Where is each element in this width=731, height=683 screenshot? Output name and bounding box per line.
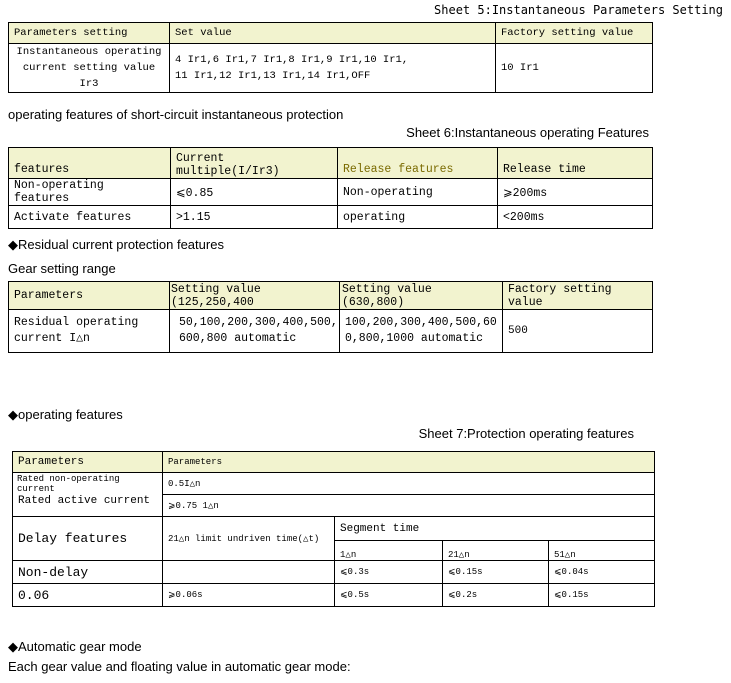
table-cell: 21△n limit undriven time(△t)	[163, 517, 335, 561]
header-cell: Parameters setting	[9, 23, 170, 44]
header-cell: features	[9, 148, 171, 179]
cell-line: Residual operating	[14, 316, 139, 329]
table-row	[13, 473, 655, 495]
table-row	[9, 310, 653, 353]
table-row	[9, 44, 653, 93]
table-cell: Rated active current	[13, 495, 163, 517]
header-cell: Factory setting value	[503, 282, 653, 310]
cell-line: 600,800 automatic	[179, 332, 297, 345]
set-value-cell	[170, 44, 496, 93]
table-cell: 21△n	[443, 541, 549, 561]
table-row	[9, 206, 653, 229]
header-cell: Set value	[170, 23, 496, 44]
table-cell: Non-operating features	[9, 179, 171, 206]
table-header-row	[9, 282, 653, 310]
header-cell: Release time	[498, 148, 653, 179]
sheet6-table	[8, 147, 653, 229]
header-cell: Parameters	[9, 282, 170, 310]
table-cell: <200ms	[498, 206, 653, 229]
table-cell: Activate features	[9, 206, 171, 229]
cell-line: current I△n	[14, 332, 90, 345]
param-cell	[9, 44, 170, 93]
table-cell: ⩽0.15s	[549, 584, 655, 607]
factory-cell: 10 Ir1	[496, 44, 653, 93]
table-cell: operating	[338, 206, 498, 229]
header-cell: Setting value (125,250,400	[170, 282, 340, 310]
cell-line: current setting value Ir3	[22, 62, 156, 90]
table-cell: 0.5I△n	[163, 473, 655, 495]
auto-gear-description: Each gear value and floating value in automatic gear mode:	[8, 659, 351, 674]
sheet7-caption: Sheet 7:Protection operating features	[418, 426, 634, 441]
cell-line: Instantaneous operating	[16, 46, 162, 58]
table-cell: ⩽0.85	[171, 179, 338, 206]
gear-setting-range: Gear setting range	[8, 261, 116, 276]
header-cell: Current multiple(I/Ir3)	[171, 148, 338, 179]
cell-line: 50,100,200,300,400,500,	[179, 316, 338, 329]
table-cell	[163, 561, 335, 584]
cell-line: 11 Ir1,12 Ir1,13 Ir1,14 Ir1,OFF	[175, 70, 371, 82]
sheet7-table	[12, 451, 655, 607]
table-cell	[340, 310, 503, 353]
table-row	[13, 517, 655, 541]
residual-table	[8, 281, 653, 353]
table-cell: ⩽0.04s	[549, 561, 655, 584]
table-cell: ⩽0.2s	[443, 584, 549, 607]
section-heading: ◆operating features	[8, 407, 123, 422]
sheet5-caption: Sheet 5:Instantaneous Parameters Setting	[434, 3, 723, 17]
table-cell: ⩾0.06s	[163, 584, 335, 607]
cell-line: 0,800,1000 automatic	[345, 332, 484, 345]
table-cell: ⩾0.75 1△n	[163, 495, 655, 517]
sheet5-table	[8, 22, 653, 93]
table-cell: Segment time	[335, 517, 655, 541]
section-heading: ◆Residual current protection features	[8, 237, 224, 252]
cell-line: 100,200,300,400,500,60	[345, 316, 497, 329]
table-header-row	[9, 23, 653, 44]
table-header-row	[9, 148, 653, 179]
table-cell	[170, 310, 340, 353]
sheet6-caption: Sheet 6:Instantaneous operating Features	[406, 125, 649, 140]
table-cell: >1.15	[171, 206, 338, 229]
table-header-row	[13, 452, 655, 473]
header-cell: Parameters	[13, 452, 163, 473]
table-row	[9, 179, 653, 206]
table-cell: ⩽0.5s	[335, 584, 443, 607]
header-cell: Release features	[338, 148, 498, 179]
table-cell: 1△n	[335, 541, 443, 561]
table-cell: ⩽0.3s	[335, 561, 443, 584]
header-cell: Parameters	[163, 452, 655, 473]
table-cell: ⩽0.15s	[443, 561, 549, 584]
header-cell: Factory setting value	[496, 23, 653, 44]
table-cell: Delay features	[13, 517, 163, 561]
table-row	[13, 561, 655, 584]
cell-line: 4 Ir1,6 Ir1,7 Ir1,8 Ir1,9 Ir1,10 Ir1,	[175, 54, 409, 66]
table-cell: Rated non-operating current	[13, 473, 163, 495]
table-cell: Non-delay	[13, 561, 163, 584]
table-row	[13, 495, 655, 517]
table-row	[13, 584, 655, 607]
table-cell: 0.06	[13, 584, 163, 607]
table-cell: Non-operating	[338, 179, 498, 206]
section-heading: ◆Automatic gear mode	[8, 639, 142, 654]
table-cell: 51△n	[549, 541, 655, 561]
table-cell: ⩾200ms	[498, 179, 653, 206]
factory-cell: 500	[503, 310, 653, 353]
header-cell: Setting value (630,800)	[340, 282, 503, 310]
param-cell	[9, 310, 170, 353]
section-heading: operating features of short-circuit instantaneous protection	[8, 107, 344, 122]
